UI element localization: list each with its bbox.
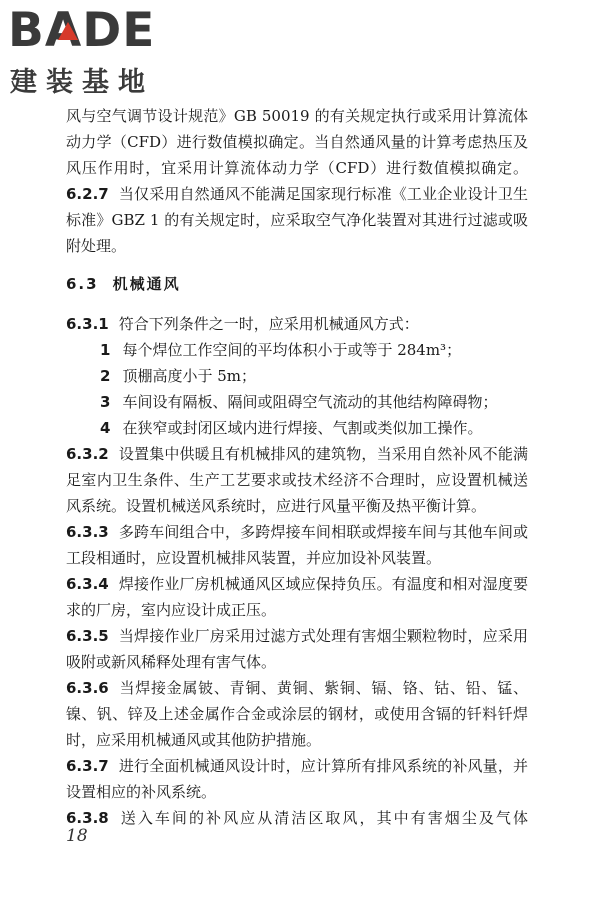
paragraph-intro: 风与空气调节设计规范》GB 50019 的有关规定执行或采用计算流体动力学（CFD）进行数值模拟确定。当自然通风量的计算考虑热压及风压作用时，宜采用计算流体动力学（CFD）进行数值模拟确定。 [66,107,528,177]
clause-6-3-6: 6.3.6 当焊接金属铍、青铜、黄铜、紫铜、镉、铬、钴、铅、锰、镍、钒、锌及上述金属作合金或涂层的钢材，或使用含镉的钎料钎焊时，应采用机械通风或其他防护措施。 [66,679,528,749]
list-item: 2 顶棚高度小于 5m； [100,367,256,385]
clause-6-3-3: 6.3.3 多跨车间组合中，多跨焊接车间相联或焊接车间与其他车间或工段相通时，应设置机械排风装置，并应加设补风装置。 [66,523,528,567]
clause-6-3-1: 6.3.1 符合下列条件之一时，应采用机械通风方式： [66,315,419,333]
clause-6-3-7: 6.3.7 进行全面机械通风设计时，应计算所有排风系统的补风量，并设置相应的补风系统。 [66,757,528,801]
logo-wordmark: BA DE [8,3,156,58]
clause-6-3-8: 6.3.8 送入车间的补风应从清洁区取风，其中有害烟尘及气体 [66,809,528,827]
clause-6-2-7: 6.2.7 当仅采用自然通风不能满足国家现行标准《工业企业设计卫生标准》GBZ 1 的有关规定时，应采取空气净化装置对其进行过滤或吸附处理。 [66,185,528,255]
logo-subtitle: 建装基地 [10,67,154,98]
page-number: 18 [66,826,88,846]
document-body [66,103,528,831]
clause-6-3-5: 6.3.5 当焊接作业厂房采用过滤方式处理有害烟尘颗粒物时，应采用吸附或新风稀释处理有害气体。 [66,627,528,671]
logo-triangle-icon [58,22,78,40]
clause-6-3-4: 6.3.4 焊接作业厂房机械通风区域应保持负压。有温度和相对湿度要求的厂房，室内应设计成正压。 [66,575,528,619]
logo-letter-a: A [44,3,83,58]
list-item: 3 车间设有隔板、隔间或阻碍空气流动的其他结构障碍物； [100,393,498,411]
logo [8,3,178,98]
list-item: 1 每个焊位工作空间的平均体积小于或等于 284m³； [100,341,462,359]
list-item: 4 在狭窄或封闭区域内进行焊接、气割或类似加工操作。 [100,419,483,437]
clause-6-3-2: 6.3.2 设置集中供暖且有机械排风的建筑物，当采用自然补风不能满足室内卫生条件、生产工艺要求或技术经济不合理时，应设置机械送风系统。设置机械送风系统时，应进行风量平衡及热平衡计算。 [66,445,528,515]
section-heading: 6.3 机械通风 [66,275,181,293]
